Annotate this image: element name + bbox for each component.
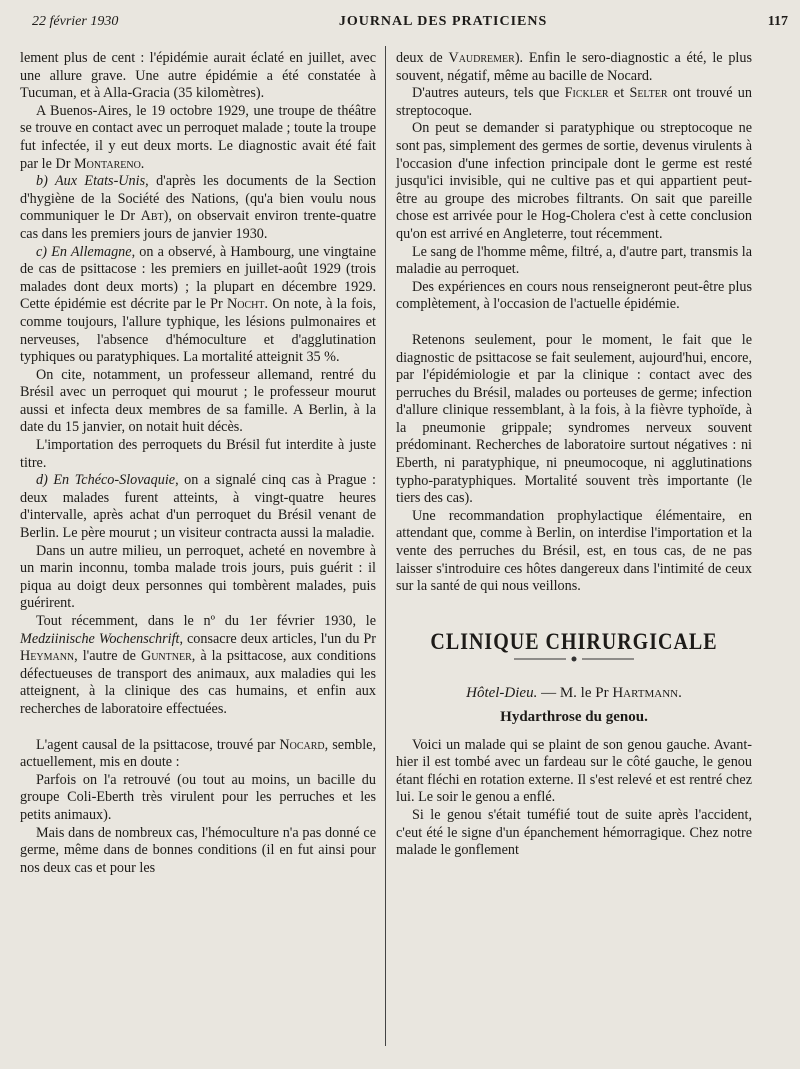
- paragraph: c) En Allemagne, on a observé, à Hambourg, une vingtaine de cas de psittacose : les premiers en juillet-août 1929 (trois malades dont deux morts) ; la plupart en décembre 1929. Cette épidémie est décrite par le Pr Nocht. On note, à la fois, comme toujours, l'allure typhique, les lésions pulmonaires et nerveuses, l'absence d'hémoculture et d'agglutination typhiques ou paratyphiques. La mortalité atteignit 35 %.: [20, 243, 376, 366]
- ornament-divider: [396, 655, 752, 663]
- paragraph: D'autres auteurs, tels que Fickler et Selter ont trouvé un streptocoque.: [396, 85, 752, 119]
- header-journal-title: JOURNAL DES PRATICIENS: [338, 14, 548, 29]
- section-title: CLINIQUE CHIRURGICALE: [430, 629, 718, 655]
- paragraph: Tout récemment, dans le nº du 1er février 1930, le Medziinische Wochenschrift, consacre deux articles, l'un du Pr Heymann, l'autre de Guntner, à la psittacose, aux conditions défectueuses de transport des animaux, aux maladies qui les atteignent, à la clinique des cas humains, et enfin aux recherches de laboratoire effectuées.: [20, 613, 377, 717]
- header-date: 22 février 1930: [32, 14, 119, 29]
- paragraph: On peut se demander si paratyphique ou streptocoque ne sont pas, simplement des germes de sortie, devenus virulents à l'occasion d'une infection principale dont le germe est resté jusqu'ici invisible, qui ne cultive pas et qui appartient peut-être au groupe des microbes filtrants. On sait que pareille chose est arrivée pour le Hog-Cholera c'est à cette conclusion qu'on est arrivé en Angleterre, tout récemment.: [396, 120, 752, 242]
- paragraph: deux de Vaudremer). Enfin le sero-diagnostic a été, le plus souvent, négatif, même au bacille de Nocard.: [396, 50, 752, 84]
- paragraph: Voici un malade qui se plaint de son genou gauche. Avant-hier il est tombé avec un fardeau sur le côté gauche, le genou étant fléchi en rotation externe. Il s'est relevé et est rentré chez lui. Le soir le genou a enflé.: [396, 736, 752, 806]
- paragraph: L'importation des perroquets du Brésil fut interdite à juste titre.: [20, 437, 376, 471]
- paragraph: d) En Tchéco-Slovaquie, on a signalé cinq cas à Prague : deux malades furent atteints, à vingt-quatre heures d'intervalle, après achat d'un perroquet du Brésil venant de Berlin. Le père mourut ; un visiteur contracta aussi la maladie.: [20, 472, 376, 542]
- paragraph: Une recommandation prophylactique élémentaire, en attendant que, comme à Berlin, on interdise l'importation et la vente des perruches du Brésil, est, en tous cas, de ne pas laisser s'introduire ces hôtes dangereux dans l'intimité de ceux sur la santé de qui nous veillons.: [396, 507, 752, 595]
- running-header: [32, 14, 788, 36]
- paragraph: Parfois on l'a retrouvé (ou tout au moins, un bacille du groupe Coli-Eberth très virulent pour les perruches et les petits animaux).: [20, 771, 376, 823]
- paragraph: Retenons seulement, pour le moment, le fait que le diagnostic de psittacose se fait seulement, aujourd'hui, encore, par l'épidémiologie et par la clinique : contact avec des perruches du Brésil, malades ou porteuses de germe; infection d'allure clinique ressemblant, à la fois, à la fièvre typhoïde, à la pneumonie grippale; syndromes nerveux souvent prédominant. Recherches de laboratoire surtout négatives : ni Eberth, ni paratyphique, ni pneumocoque, ni agglutinations typho-paratyphiques. Mortalité souvent très importante (le tiers des cas).: [396, 331, 752, 507]
- column-divider: [385, 46, 386, 1046]
- paragraph: Si le genou s'était tuméfié tout de suite après l'accident, c'eut été le signe d'un épanchement hémorragique. Chez notre malade le gonflement: [396, 806, 752, 859]
- paragraph: L'agent causal de la psittacose, trouvé par Nocard, semble, actuellement, mis en doute :: [20, 736, 376, 771]
- paragraph: A Buenos-Aires, le 19 octobre 1929, une troupe de théâtre se trouve en contact avec un perroquet malade ; toute la troupe fut infectée, il y eut deux morts. Le diagnostic avait été fait par le Dr Montareno.: [20, 102, 376, 172]
- paragraph: lement plus de cent : l'épidémie aurait éclaté en juillet, avec une allure grave. Une autre épidémie a été constatée à Tucuman, et à Alla-Gracia (35 kilomètres).: [20, 50, 376, 102]
- article-byline: Hôtel-Dieu. — M. le Pr Hartmann.: [466, 685, 682, 702]
- header-page-number: 117: [767, 14, 788, 29]
- paragraph: On cite, notamment, un professeur allemand, rentré du Brésil avec un perroquet qui mourut ; le professeur mourut aussi et infecta deux membres de sa famille. A Berlin, à la date du 15 janvier, on notait huit décès.: [20, 366, 376, 436]
- paragraph: Dans un autre milieu, un perroquet, acheté en novembre à un marin inconnu, tomba malade trois jours, puis guérit : il piqua au doigt deux personnes qui tombèrent malades, puis guérirent.: [20, 542, 376, 612]
- paragraph: Des expériences en cours nous renseigneront peut-être plus complètement, à l'occasion de l'actuelle épidémie.: [396, 278, 752, 313]
- paragraph: Le sang de l'homme même, filtré, a, d'autre part, transmis la maladie au perroquet.: [396, 243, 752, 278]
- left-column: [20, 50, 376, 877]
- article-title: Hydarthrose du genou.: [500, 709, 648, 725]
- paragraph: b) Aux Etats-Unis, d'après les documents de la Section d'hygiène de la Société des Nations, (qu'a bien voulu nous communiquer le Dr Abt), on observait environ trente-quatre cas dans les premiers jours de janvier 1930.: [20, 173, 377, 242]
- right-column: [396, 50, 752, 860]
- paragraph: Mais dans de nombreux cas, l'hémoculture n'a pas donné ce germe, même dans de bonnes conditions (il en fut ainsi pour nos deux cas et pour les: [20, 824, 376, 876]
